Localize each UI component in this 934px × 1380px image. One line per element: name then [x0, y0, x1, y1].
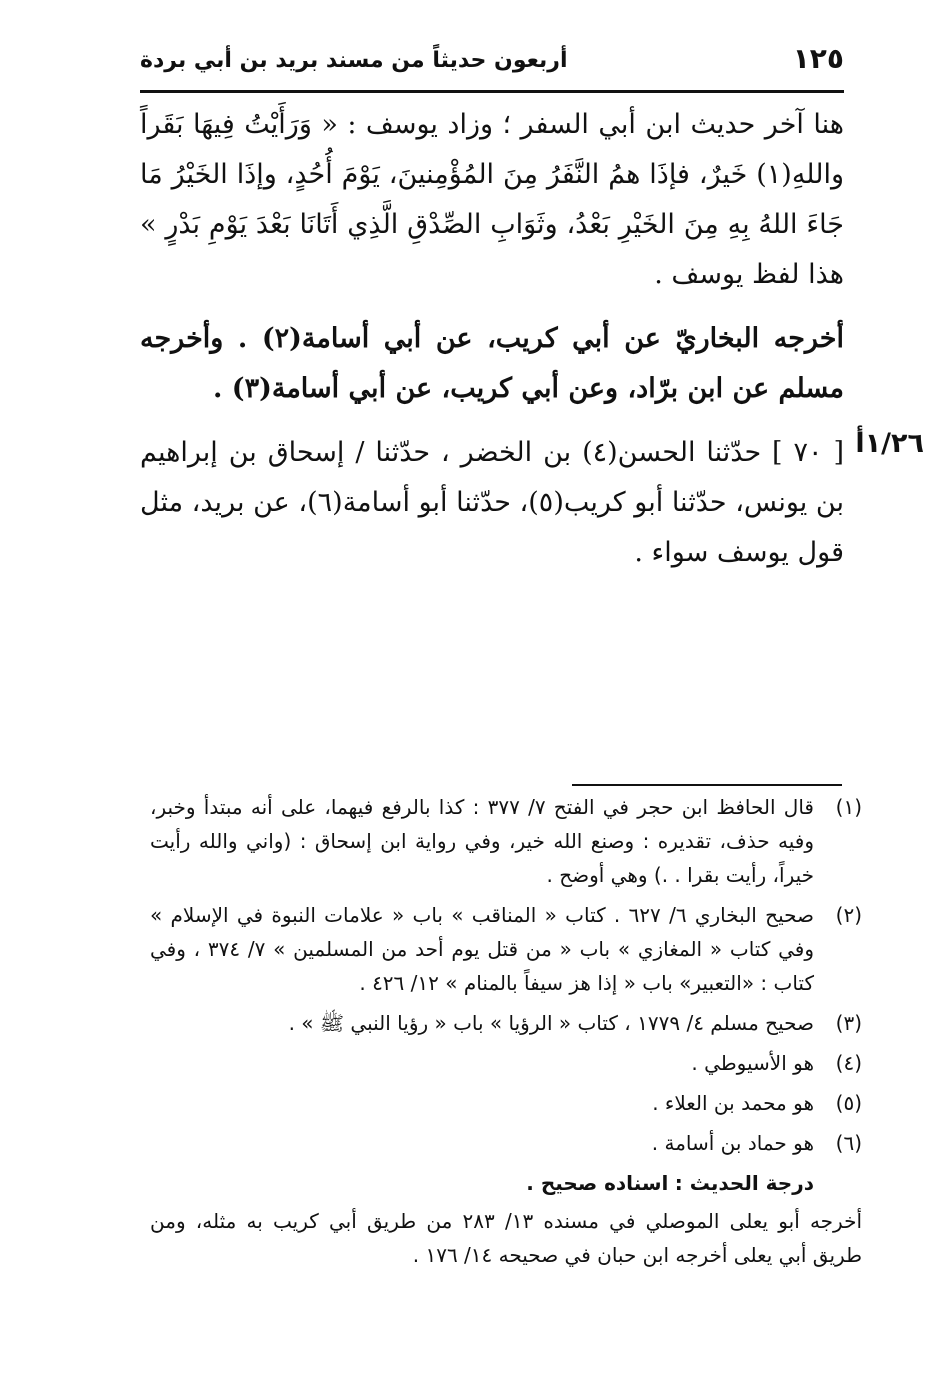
- grade-value: اسناده صحيح .: [526, 1171, 669, 1195]
- footnote-separator: [572, 784, 842, 786]
- footnote-number: (٤): [835, 1051, 862, 1075]
- hadith-70: [140, 428, 924, 578]
- footnote-text: هو الأسيوطي .: [691, 1051, 814, 1075]
- hadith-grade: [150, 1166, 862, 1200]
- hadith-text: [ ٧٠ ] حدّثنا الحسن(٤) بن الخضر ، حدّثنا / إسحاق بن إبراهيم بن يونس، حدّثنا أبو كريب(٥)، حدّثنا أبو أسامة(٦)، عن بريد، مثل قول يوسف سواء .: [140, 437, 844, 568]
- grade-takhrij: أخرجه أبو يعلى الموصلي في مسنده ١٣/ ٢٨٣ من طريق أبي كريب به مثله، ومن طريق أبي يعلى أخرجه ابن حبان في صحيحه ١٤/ ١٧٦ .: [150, 1209, 862, 1267]
- footnote-number: (٥): [835, 1091, 862, 1115]
- manuscript-folio-ref: ١/٢٦أ: [855, 428, 924, 459]
- footnote-number: (٦): [835, 1131, 862, 1155]
- footnote-text: صحيح البخاري ٦/ ٦٢٧ . كتاب « المناقب » باب « علامات النبوة في الإسلام » وفي كتاب « المغازي » باب « من قتل يوم أحد من المسلمين » ٧/ ٣٧٤ ، وفي كتاب : «التعبير» باب « إذا هز سيفاً بالمنام » ١٢/ ٤٢٦ .: [150, 903, 815, 995]
- footnote-text: صحيح مسلم ٤/ ١٧٧٩ ، كتاب « الرؤيا » باب « رؤيا النبي ﷺ » .: [288, 1011, 814, 1035]
- footnote-number: (١): [835, 795, 862, 819]
- main-text: [140, 100, 924, 592]
- footnote: [150, 1046, 862, 1080]
- footnote-text: هو محمد بن العلاء .: [652, 1091, 814, 1115]
- footnote: [150, 790, 862, 892]
- running-title: أربعون حديثاً من مسند بريد بن أبي بردة: [140, 48, 568, 73]
- grade-label: درجة الحديث :: [674, 1171, 814, 1195]
- footnote-number: (٣): [835, 1011, 862, 1035]
- footnote: [150, 1086, 862, 1120]
- footnote: [150, 898, 862, 1000]
- footnote-number: (٢): [835, 903, 862, 927]
- footnotes: [150, 790, 862, 1272]
- page-header: [140, 40, 844, 93]
- footnote: [150, 1126, 862, 1160]
- paragraph-takhrij: أخرجه البخاريّ عن أبي كريب، عن أبي أسامة(٢) . وأخرجه مسلم عن ابن برّاد، وعن أبي كريب، عن أبي أسامة(٣) .: [140, 323, 844, 404]
- footnote: [150, 1006, 862, 1040]
- footnote-text: قال الحافظ ابن حجر في الفتح ٧/ ٣٧٧ : كذا بالرفع فيهما، على أنه مبتدأ وخبر، وفيه حذف، تقديره : وصنع الله خير، وفي رواية ابن إسحاق : (واني والله رأيت خيراً، رأيت بقرا . .) وهي أوضح .: [150, 795, 814, 887]
- footnote-text: هو حماد بن أسامة .: [651, 1131, 814, 1155]
- paragraph-hadith-ending: هنا آخر حديث ابن أبي السفر ؛ وزاد يوسف : « وَرَأَيْتُ فِيهَا بَقَراً واللهِ(١) خَيرٌ، فإذَا همُ النَّفَرُ مِنَ المُؤْمِنينَ، يَوْمَ أُحُدٍ، وإذَا الخَيْرُ مَا جَاءَ اللهُ بِهِ مِنَ الخَيْرِ بَعْدُ، وثَوَابِ الصِّدْقِ الَّذِي أَتَانَا بَعْدَ يَوْمِ بَدْرٍ » هذا لفظ يوسف .: [140, 109, 844, 290]
- page-number: ١٢٥: [792, 42, 844, 75]
